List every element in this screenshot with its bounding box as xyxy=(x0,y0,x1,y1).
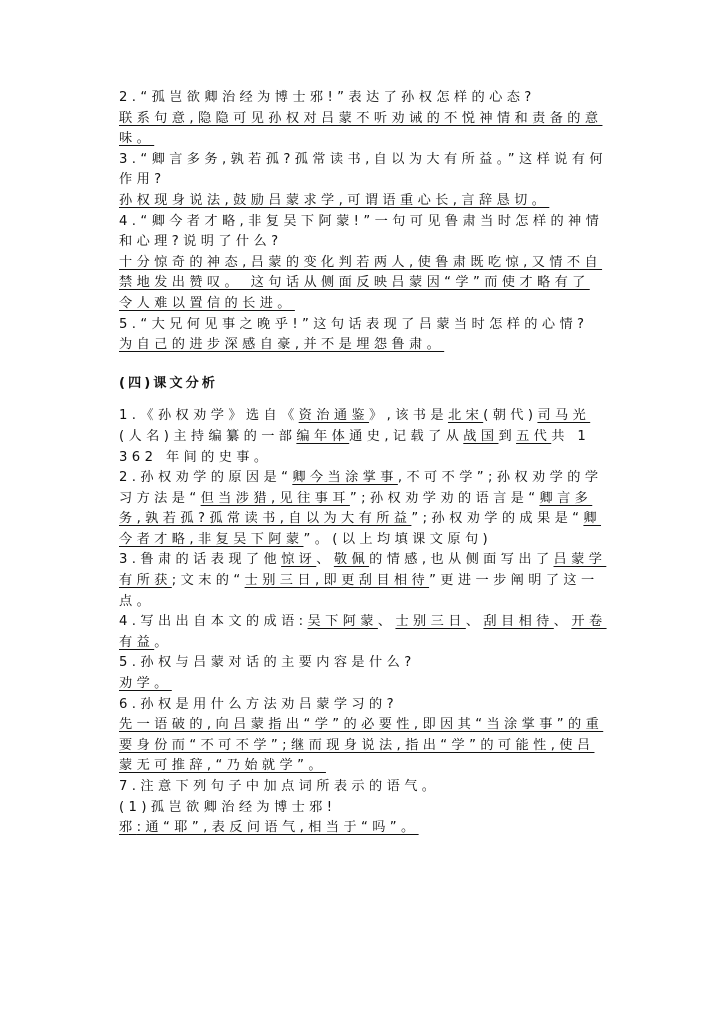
answer-text: 为自己的进步深感自豪,并不是埋怨鲁肃。 xyxy=(119,337,445,353)
underlined-answer: 北宋 xyxy=(447,408,484,424)
analysis-item xyxy=(119,777,607,798)
underlined-answer: 惊讶 xyxy=(281,552,317,568)
text-segment: 的情感,也从侧面写出了 xyxy=(369,552,554,568)
underlined-answer: 邪 xyxy=(119,820,137,836)
underlined-answer: 司马光 xyxy=(537,408,591,424)
text-segment: 4.写出出自本文的成语: xyxy=(119,614,308,630)
underlined-answer: 敬佩 xyxy=(333,552,370,568)
text-segment: 》,该书是 xyxy=(369,408,448,424)
underlined-answer: 卿今者才略,非复吴下阿蒙 xyxy=(119,511,602,547)
question-2 xyxy=(119,88,607,150)
question-text: 4.“卿今者才略,非复吴下阿蒙!”一句可见鲁肃当时怎样的神情和心理?说明了什么? xyxy=(119,213,604,250)
section-heading: (四)课文分析 xyxy=(119,375,218,391)
underlined-answer: 先一语破的,向吕蒙指出“学”的必要性,即因其“当涂掌事”的重要身份而“不可不学”;继而现身说法,指出“学”的可能性,使吕蒙无可推辞,“乃始就学”。 xyxy=(119,717,604,774)
underlined-answer: 刮目相待 xyxy=(483,614,554,630)
analysis-item xyxy=(119,715,607,777)
question-3 xyxy=(119,150,607,212)
text-segment: ”;孙权劝学劝的语言是“ xyxy=(349,490,540,506)
analysis-item xyxy=(119,468,607,550)
text-segment: 、 xyxy=(553,614,572,630)
underlined-answer: 劝学。 xyxy=(119,676,172,692)
analysis-section xyxy=(119,406,607,838)
underlined-answer: :通“耶”,表反问语气,相当于“吗”。 xyxy=(136,820,419,836)
text-segment: 、 xyxy=(377,614,396,630)
question-5 xyxy=(119,315,607,356)
underlined-answer: 吕蒙学有所获 xyxy=(119,552,607,589)
text-segment: 、 xyxy=(465,614,484,630)
analysis-item xyxy=(119,674,607,695)
question-4 xyxy=(119,212,607,315)
text-segment: (1)孤岂欲卿治经为博士邪! xyxy=(119,799,337,815)
underlined-answer: 开卷有益 xyxy=(119,614,607,650)
underlined-answer: 卿言多务,孰若孤?孤常读书,自以为大有所益 xyxy=(119,490,593,527)
text-segment: (人名)主持编纂的一部 xyxy=(119,428,297,444)
text-segment: (朝代) xyxy=(483,408,538,424)
analysis-item xyxy=(119,612,607,653)
text-segment: ”。(以上均填课文原句) xyxy=(303,531,493,547)
analysis-item xyxy=(119,653,607,674)
text-segment: 5.孙权与吕蒙对话的主要内容是什么? xyxy=(119,655,416,671)
underlined-answer: 五代 xyxy=(516,428,552,444)
underlined-answer: 士别三日 xyxy=(395,614,466,630)
answer-text: 孙权现身说法,鼓励吕蒙求学,可谓语重心长,言辞恳切。 xyxy=(119,192,550,208)
text-segment: ”;孙权劝学的成果是“ xyxy=(411,511,584,527)
underlined-answer: 吴下阿蒙 xyxy=(307,614,378,630)
text-segment: 6.孙权是用什么方法劝吕蒙学习的? xyxy=(119,696,399,712)
question-text: 3.“卿言多务,孰若孤?孤常读书,自以为大有所益。”这样说有何作用? xyxy=(119,151,607,188)
text-segment: 7.注意下列句子中加点词所表示的语气。 xyxy=(119,779,440,794)
text-segment: 。 xyxy=(154,634,172,650)
text-segment: 共 1 362 年间的史事。 xyxy=(119,428,591,465)
underlined-answer: 编年体 xyxy=(296,428,350,444)
text-segment: 、 xyxy=(316,552,334,568)
text-segment: 通史,记载了从 xyxy=(349,428,464,444)
underlined-answer: 士别三日,即更刮目相待 xyxy=(244,573,430,589)
text-segment: 2.孙权劝学的原因是“ xyxy=(119,470,293,486)
question-text: 5.“大兄何见事之晚乎!”这句话表现了吕蒙当时怎样的心情? xyxy=(119,316,589,332)
text-segment: 3.鲁肃的话表现了他 xyxy=(119,552,282,568)
answer-text: 十分惊奇的神态,吕蒙的变化判若两人,使鲁肃既吃惊,又情不自禁地发出赞叹。 这句话从侧面反映吕蒙因“学”而使才略有了令人难以置信的长进。 xyxy=(119,254,603,311)
analysis-item xyxy=(119,695,607,716)
document-content xyxy=(119,88,607,839)
analysis-item xyxy=(119,550,607,612)
text-segment: 到 xyxy=(498,428,517,444)
text-segment: ,不可不学”;孙权劝学的学习方法是“ xyxy=(119,470,603,506)
question-text: 2.“孤岂欲卿治经为博士邪!”表达了孙权怎样的心态? xyxy=(119,90,536,105)
qa-section xyxy=(119,88,607,356)
analysis-item xyxy=(119,406,607,468)
underlined-answer: 卿今当涂掌事 xyxy=(292,470,398,486)
underlined-answer: 战国 xyxy=(463,428,499,444)
answer-text: 联系句意,隐隐可见孙权对吕蒙不听劝诫的不悦神情和责备的意味。 xyxy=(119,110,603,147)
text-segment: ;文末的“ xyxy=(171,573,245,589)
underlined-answer: 资治通鉴 xyxy=(298,408,370,424)
text-segment: ”更进一步阐明了这一点。 xyxy=(119,573,599,609)
analysis-item xyxy=(119,818,607,839)
text-segment: 1.《孙权劝学》选自《 xyxy=(119,408,299,424)
underlined-answer: 但当涉猎,见往事耳 xyxy=(200,490,350,506)
analysis-item xyxy=(119,798,607,819)
